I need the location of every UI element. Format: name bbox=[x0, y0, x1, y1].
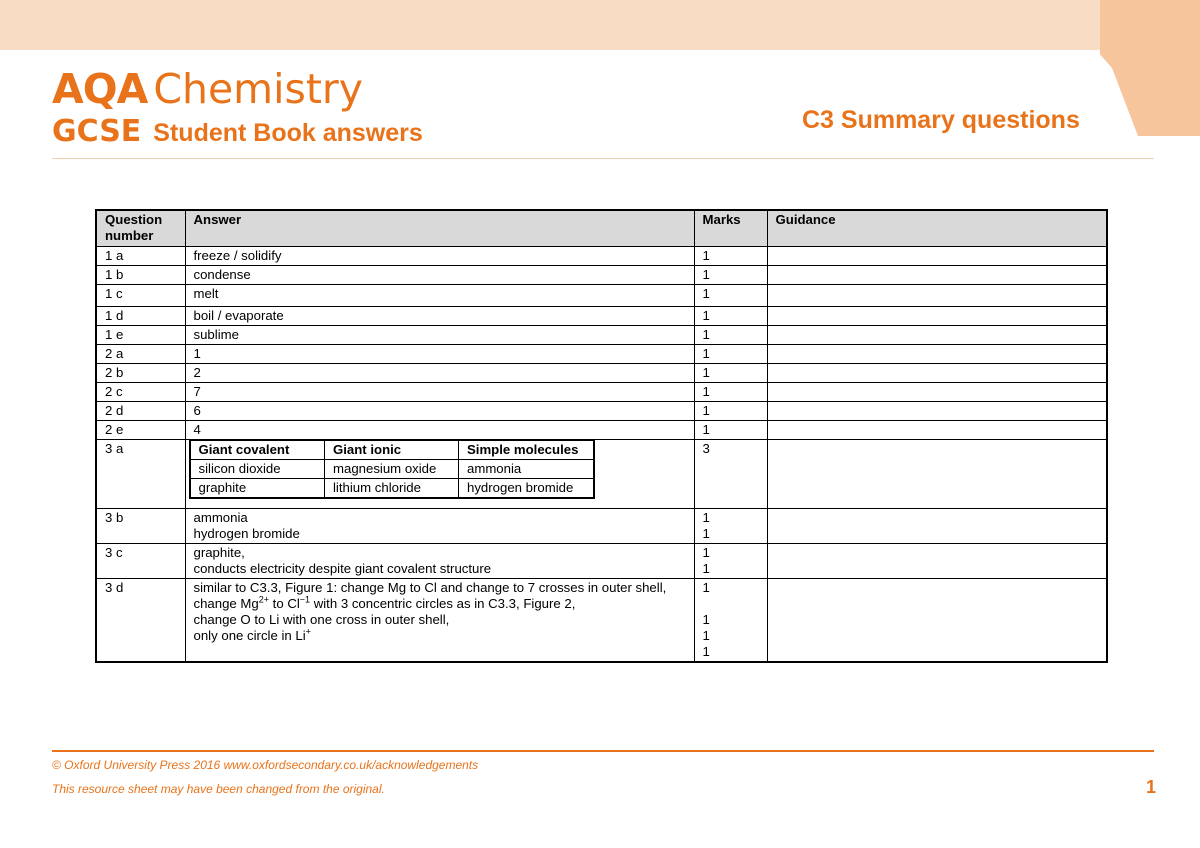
table-row bbox=[96, 543, 1107, 578]
guidance-cell bbox=[767, 401, 1107, 420]
mark-line: 1 bbox=[702, 525, 710, 541]
answer-cell: 1 bbox=[185, 344, 694, 363]
header-guidance: Guidance bbox=[767, 210, 1107, 246]
brand-aqa: AQA bbox=[52, 65, 148, 113]
table-row bbox=[96, 420, 1107, 439]
question-cell: 1 d bbox=[96, 306, 185, 325]
mark-line: 1 bbox=[702, 544, 710, 560]
answer-cell: 6 bbox=[185, 401, 694, 420]
marks-cell: 1 bbox=[694, 284, 767, 306]
question-cell: 3 c bbox=[96, 543, 185, 578]
question-cell: 1 c bbox=[96, 284, 185, 306]
classification-table bbox=[189, 439, 595, 499]
marks-cell: 1 bbox=[694, 265, 767, 284]
brand-logo-line1 bbox=[52, 66, 363, 112]
charge-superscript: + bbox=[305, 626, 311, 637]
answer-line: similar to C3.3, Figure 1: change Mg to Cl and change to 7 crosses in outer shell, bbox=[193, 579, 667, 595]
answer-cell bbox=[185, 578, 694, 662]
question-cell: 2 b bbox=[96, 363, 185, 382]
marks-cell: 3 bbox=[694, 439, 767, 508]
marks-cell bbox=[694, 578, 767, 662]
marks-cell: 1 bbox=[694, 246, 767, 265]
page-number: 1 bbox=[1146, 777, 1157, 797]
answer-cell bbox=[185, 508, 694, 543]
copyright-text: © Oxford University Press 2016 www.oxfordsecondary.co.uk/acknowledgements bbox=[52, 758, 479, 772]
table-row bbox=[96, 246, 1107, 265]
answer-text: to Cl bbox=[269, 595, 300, 611]
mark-line: 1 bbox=[702, 611, 710, 627]
charge-superscript: 2+ bbox=[258, 594, 270, 605]
marks-cell: 1 bbox=[694, 363, 767, 382]
guidance-cell bbox=[767, 325, 1107, 344]
answer-cell: 7 bbox=[185, 382, 694, 401]
answer-cell: 4 bbox=[185, 420, 694, 439]
answer-text: change Mg bbox=[193, 595, 259, 611]
table-row bbox=[96, 306, 1107, 325]
classification-cell: lithium chloride bbox=[325, 478, 459, 498]
marks-cell: 1 bbox=[694, 344, 767, 363]
marks-cell: 1 bbox=[694, 325, 767, 344]
mark-line: 1 bbox=[702, 579, 710, 595]
classification-header: Giant ionic bbox=[325, 440, 459, 460]
question-cell: 3 b bbox=[96, 508, 185, 543]
marks-cell: 1 bbox=[694, 306, 767, 325]
table-row bbox=[96, 382, 1107, 401]
question-cell: 2 a bbox=[96, 344, 185, 363]
guidance-cell bbox=[767, 306, 1107, 325]
marks-cell bbox=[694, 508, 767, 543]
header-divider bbox=[52, 158, 1154, 159]
question-cell: 1 a bbox=[96, 246, 185, 265]
marks-cell: 1 bbox=[694, 382, 767, 401]
classification-header: Giant covalent bbox=[190, 440, 325, 460]
marks-cell bbox=[694, 543, 767, 578]
question-cell: 1 e bbox=[96, 325, 185, 344]
marks-cell: 1 bbox=[694, 401, 767, 420]
guidance-cell bbox=[767, 246, 1107, 265]
brand-logo-line2 bbox=[52, 114, 423, 151]
guidance-cell bbox=[767, 543, 1107, 578]
answers-table bbox=[95, 209, 1108, 663]
table-row bbox=[96, 284, 1107, 306]
classification-header-row bbox=[190, 440, 594, 460]
table-row bbox=[96, 508, 1107, 543]
answer-cell: sublime bbox=[185, 325, 694, 344]
answer-cell: 2 bbox=[185, 363, 694, 382]
charge-superscript: −1 bbox=[299, 594, 311, 605]
classification-cell: magnesium oxide bbox=[325, 459, 459, 478]
brand-gcse: GCSE bbox=[52, 114, 142, 149]
answer-line: ammonia bbox=[193, 509, 248, 525]
classification-cell: silicon dioxide bbox=[190, 459, 325, 478]
guidance-cell bbox=[767, 578, 1107, 662]
answer-line: conducts electricity despite giant covalent structure bbox=[193, 560, 492, 576]
answer-line: graphite, bbox=[193, 544, 245, 560]
classification-cell: hydrogen bromide bbox=[459, 478, 594, 498]
answer-cell: freeze / solidify bbox=[185, 246, 694, 265]
table-header-row bbox=[96, 210, 1107, 246]
brand-chemistry: Chemistry bbox=[153, 65, 364, 113]
header-question-number: Question number bbox=[96, 210, 185, 246]
guidance-cell bbox=[767, 508, 1107, 543]
table-row bbox=[96, 363, 1107, 382]
mark-line bbox=[703, 596, 759, 612]
table-row bbox=[96, 325, 1107, 344]
guidance-cell bbox=[767, 382, 1107, 401]
mark-line: 1 bbox=[702, 643, 710, 659]
question-cell: 3 d bbox=[96, 578, 185, 662]
answer-line bbox=[194, 596, 686, 612]
classification-row bbox=[190, 478, 594, 498]
table-row bbox=[96, 344, 1107, 363]
answer-cell: boil / evaporate bbox=[185, 306, 694, 325]
answer-cell: melt bbox=[185, 284, 694, 306]
guidance-cell bbox=[767, 363, 1107, 382]
mark-line: 1 bbox=[702, 560, 710, 576]
page-subtitle: Student Book answers bbox=[153, 119, 423, 147]
classification-cell: ammonia bbox=[459, 459, 594, 478]
mark-line: 1 bbox=[702, 509, 710, 525]
question-cell: 3 a bbox=[96, 439, 185, 508]
question-cell: 2 e bbox=[96, 420, 185, 439]
table-row bbox=[96, 401, 1107, 420]
section-title: C3 Summary questions bbox=[802, 106, 1080, 134]
answer-text: with 3 concentric circles as in C3.3, Figure 2, bbox=[310, 595, 576, 611]
answer-cell: condense bbox=[185, 265, 694, 284]
classification-cell: graphite bbox=[190, 478, 325, 498]
table-row bbox=[96, 265, 1107, 284]
guidance-cell bbox=[767, 420, 1107, 439]
guidance-cell bbox=[767, 344, 1107, 363]
answer-cell bbox=[185, 439, 694, 508]
footer-divider bbox=[52, 750, 1154, 752]
guidance-cell bbox=[767, 284, 1107, 306]
answer-text: only one circle in Li bbox=[193, 627, 306, 643]
answer-line bbox=[194, 628, 686, 644]
table-row bbox=[96, 578, 1107, 662]
mark-line: 1 bbox=[702, 627, 710, 643]
table-row bbox=[96, 439, 1107, 508]
guidance-cell bbox=[767, 265, 1107, 284]
answer-line: change O to Li with one cross in outer shell, bbox=[193, 611, 450, 627]
answer-cell bbox=[185, 543, 694, 578]
guidance-cell bbox=[767, 439, 1107, 508]
answer-line: hydrogen bromide bbox=[193, 525, 300, 541]
header-marks: Marks bbox=[694, 210, 767, 246]
header-answer: Answer bbox=[185, 210, 694, 246]
classification-row bbox=[190, 459, 594, 478]
question-cell: 1 b bbox=[96, 265, 185, 284]
header-band bbox=[0, 0, 1200, 50]
question-cell: 2 c bbox=[96, 382, 185, 401]
disclaimer-text: This resource sheet may have been changed from the original. bbox=[52, 782, 385, 796]
question-cell: 2 d bbox=[96, 401, 185, 420]
classification-header: Simple molecules bbox=[459, 440, 594, 460]
header-corner-shape bbox=[1100, 0, 1200, 136]
marks-cell: 1 bbox=[694, 420, 767, 439]
